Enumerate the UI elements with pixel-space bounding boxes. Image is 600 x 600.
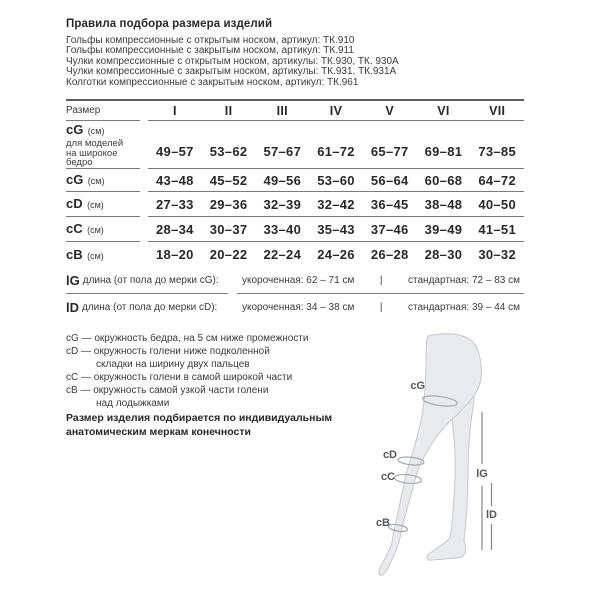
size-column-header: V (385, 103, 395, 118)
size-header-cell (66, 101, 140, 121)
row-label-unit: (см) (87, 200, 104, 210)
value-cell: 53–60 (317, 172, 355, 188)
column-gap (140, 242, 148, 267)
value-cell: 20–22 (209, 247, 248, 262)
note-line: cD — окружность голени ниже подколенной (66, 346, 270, 357)
value-cell: 56–64 (370, 172, 409, 188)
row-label-code: cB (66, 246, 83, 262)
row-values (148, 192, 524, 217)
value-cell: 32–39 (263, 196, 302, 212)
row-label-extra: для моделей (66, 138, 124, 150)
column-gap (140, 121, 148, 169)
page-title: Правила подбора размера изделий (66, 18, 273, 30)
length-label-code: lD (66, 300, 79, 315)
row-label-line (66, 121, 140, 139)
table-row-cg (66, 169, 524, 192)
value-cell: 32–42 (317, 196, 355, 212)
value-cell: 49–57 (156, 144, 194, 159)
size-column-header: I (172, 103, 177, 118)
length-row-lg (66, 267, 524, 294)
fit-note (66, 412, 396, 439)
value-cell: 60–68 (424, 172, 463, 188)
value-cell: 38–48 (424, 196, 463, 212)
value-cell: 27–33 (156, 196, 194, 212)
size-columns (148, 101, 524, 121)
fit-note-line: анатомическим меркам конечности (66, 425, 251, 438)
article-line: Гольфы компрессионные с открытым носком, артикул: ТК.910 (66, 35, 355, 46)
length-row-ld (66, 294, 524, 321)
size-column-header: IV (329, 103, 343, 118)
legs-measurement-figure (370, 330, 570, 600)
row-label-unit: (см) (87, 225, 104, 235)
value-cell: 45–52 (209, 172, 248, 188)
row-label-line (66, 171, 140, 189)
row-label-unit: (см) (87, 250, 104, 261)
row-label (66, 217, 140, 242)
article-list (66, 36, 399, 88)
value-cell: 26–28 (370, 247, 409, 262)
value-cell: 30–32 (478, 247, 516, 262)
value-cell: 35–43 (317, 221, 355, 237)
row-label (66, 242, 140, 267)
value-cell: 24–26 (317, 247, 355, 262)
size-column-header: II (224, 103, 233, 118)
value-cell: 73–85 (478, 144, 516, 159)
note-line: над лодыжками (96, 398, 170, 409)
value-cell: 37–46 (370, 221, 409, 237)
row-label (66, 192, 140, 217)
note-line: складки на ширину двух пальцев (96, 359, 250, 370)
value-cell: 40–50 (478, 196, 516, 212)
size-header-label: Размер (66, 105, 101, 116)
length-separator: | (379, 274, 383, 286)
row-label-code: cG (66, 122, 84, 138)
size-table (66, 99, 524, 321)
figure-label-lg: lG (476, 468, 488, 480)
length-row-label (66, 294, 228, 321)
column-gap (228, 267, 237, 294)
value-cell: 61–72 (317, 144, 355, 159)
row-values (148, 217, 524, 242)
size-column-header: III (276, 103, 288, 118)
length-separator: | (379, 302, 383, 313)
value-cell: 33–40 (263, 221, 302, 237)
length-short-value: укороченная: 34 – 38 см (242, 302, 355, 313)
value-cell: 69–81 (424, 144, 463, 159)
value-cell: 49–56 (263, 172, 302, 188)
value-cell: 41–51 (478, 221, 516, 237)
length-short-value: укороченная: 62 – 71 см (242, 274, 355, 286)
value-cell: 57–67 (263, 144, 302, 159)
article-line: Гольфы компрессионные с закрытым носком, артикул: ТК.911 (66, 45, 354, 57)
table-row-cd (66, 192, 524, 217)
value-cell: 53–62 (209, 144, 248, 159)
fit-note-line: Размер изделия подбирается по индивидуальным (66, 412, 333, 424)
length-label-desc: длина (от пола до мерки cD): (82, 302, 218, 313)
row-values (148, 242, 524, 267)
row-label-code: cC (66, 221, 83, 236)
note-line: cC — окружность голени в самой широкой части (66, 372, 293, 383)
value-cell: 36–45 (370, 196, 409, 212)
length-standard-value: стандартная: 39 – 44 см (408, 302, 520, 313)
row-label-unit: (см) (87, 176, 105, 186)
figure-label-cd: cD (382, 449, 397, 461)
table-header-row (66, 99, 524, 121)
value-cell: 18–20 (156, 247, 194, 262)
row-label-line (66, 246, 140, 264)
row-label-extra: бедро (66, 157, 93, 169)
value-cell: 29–36 (209, 196, 248, 212)
size-column-header: VII (489, 103, 506, 118)
value-cell: 64–72 (478, 172, 516, 188)
value-cell: 65–77 (370, 144, 409, 159)
value-cell: 28–34 (156, 221, 194, 237)
column-gap (140, 192, 148, 217)
value-cell: 28–30 (424, 247, 463, 262)
value-cell: 43–48 (156, 172, 194, 188)
article-line: Чулки компрессионные с закрытым носком, артикулы: ТК.931, ТК.931А (66, 66, 397, 78)
note-line: cB — окружность самой узкой части голени (66, 385, 269, 396)
row-values (148, 169, 524, 192)
figure-label-cb: cB (375, 517, 390, 529)
row-label-code: cD (66, 196, 83, 211)
row-label (66, 121, 140, 169)
length-row-label (66, 267, 228, 294)
length-row-values (237, 294, 524, 321)
length-label-desc: длина (от пола до мерки cG): (82, 274, 219, 286)
measurement-notes (66, 332, 396, 410)
row-label-line (66, 220, 140, 238)
row-label-extra: на широкое (66, 147, 118, 159)
column-gap (140, 101, 148, 121)
column-gap (140, 169, 148, 192)
row-label-code: cG (66, 172, 84, 187)
size-column-header: VI (437, 103, 450, 118)
table-row-cc (66, 217, 524, 242)
note-line: cG — окружность бедра, на 5 см ниже промежности (66, 333, 309, 344)
table-row-cb (66, 242, 524, 267)
row-label (66, 169, 140, 192)
table-row-cg-wide (66, 121, 524, 169)
column-gap (228, 294, 237, 321)
row-label-unit: (см) (87, 126, 105, 137)
length-label-code: lG (66, 272, 80, 288)
figure-label-ld: lD (486, 509, 497, 521)
row-label-line (66, 195, 140, 213)
figure-label-cc: cC (380, 471, 395, 483)
article-line: Колготки компрессионные с закрытым носком, артикул: ТК.961 (66, 76, 359, 88)
row-values (148, 121, 524, 169)
article-line: Чулки компрессионные с открытым носком, артикулы: ТК.930, ТК. 930А (66, 55, 399, 67)
value-cell: 22–24 (263, 247, 302, 262)
length-row-values (237, 267, 524, 294)
value-cell: 30–37 (209, 221, 248, 237)
value-cell: 39–49 (424, 221, 463, 237)
figure-label-cg: cG (410, 380, 425, 392)
column-gap (140, 217, 148, 242)
length-standard-value: стандартная: 72 – 83 см (408, 274, 520, 286)
